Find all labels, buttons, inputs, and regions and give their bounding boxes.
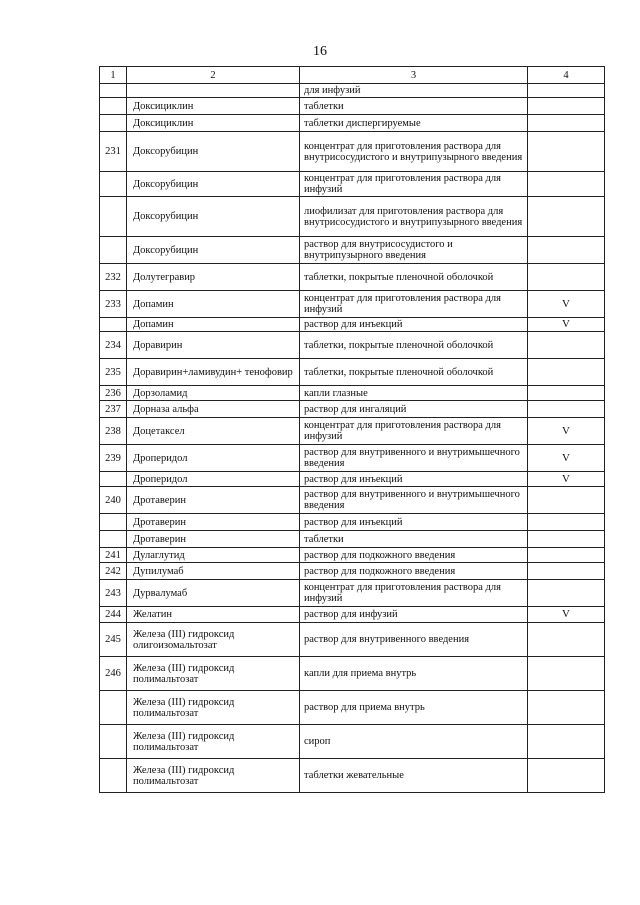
row-number-cell: 233 (100, 291, 127, 318)
column-header-2: 2 (127, 67, 300, 84)
dosage-form-cell: концентрат для приготовления раствора для инфузий (300, 418, 528, 445)
dosage-form-cell: таблетки диспергируемые (300, 115, 528, 132)
row-number-cell (100, 531, 127, 548)
table-row (100, 531, 605, 548)
row-number-cell: 231 (100, 132, 127, 172)
row-number-cell (100, 115, 127, 132)
table-row (100, 548, 605, 563)
dosage-form-cell: концентрат для приготовления раствора для инфузий (300, 580, 528, 607)
dosage-form-cell: раствор для внутрисосудистого и внутрипузырного введения (300, 237, 528, 264)
column-header-1: 1 (100, 67, 127, 84)
drug-name-cell: Доксорубицин (127, 132, 300, 172)
dosage-form-cell: раствор для инфузий (300, 607, 528, 623)
dosage-form-cell: концентрат для приготовления раствора для внутрисосудистого и внутрипузырного введения (300, 132, 528, 172)
drug-name-cell: Дротаверин (127, 514, 300, 531)
drug-table (99, 66, 605, 793)
vital-mark-cell (528, 531, 605, 548)
row-number-cell (100, 237, 127, 264)
vital-mark-cell (528, 759, 605, 793)
drug-name-cell: Желатин (127, 607, 300, 623)
drug-name-cell: Дулаглутид (127, 548, 300, 563)
vital-mark-cell (528, 657, 605, 691)
drug-name-cell: Доксорубицин (127, 237, 300, 264)
vital-mark-cell (528, 172, 605, 197)
drug-name-cell: Доксициклин (127, 115, 300, 132)
dosage-form-cell: раствор для внутривенного и внутримышечного введения (300, 487, 528, 514)
dosage-form-cell: раствор для инъекций (300, 318, 528, 332)
row-number-cell (100, 318, 127, 332)
vital-mark-cell (528, 401, 605, 418)
table-row (100, 401, 605, 418)
vital-mark-cell (528, 563, 605, 580)
dosage-form-cell: таблетки (300, 531, 528, 548)
row-number-cell (100, 98, 127, 115)
table-row (100, 487, 605, 514)
drug-name-cell: Доравирин (127, 332, 300, 359)
vital-mark-cell (528, 264, 605, 291)
row-number-cell (100, 514, 127, 531)
vital-mark-cell (528, 548, 605, 563)
table-row (100, 359, 605, 386)
drug-name-cell (127, 84, 300, 98)
table-header-row (100, 67, 605, 84)
table-row (100, 172, 605, 197)
table-row (100, 132, 605, 172)
vital-mark-cell (528, 132, 605, 172)
vital-mark-cell (528, 98, 605, 115)
table-row (100, 691, 605, 725)
vital-mark-cell (528, 332, 605, 359)
drug-name-cell: Железа (III) гидроксид олигоизомальтозат (127, 623, 300, 657)
vital-mark-cell (528, 84, 605, 98)
drug-name-cell: Доксорубицин (127, 172, 300, 197)
drug-name-cell: Дротаверин (127, 487, 300, 514)
vital-mark-cell (528, 115, 605, 132)
drug-name-cell: Дроперидол (127, 445, 300, 472)
table-body (100, 84, 605, 793)
vital-mark-cell (528, 691, 605, 725)
table-row (100, 115, 605, 132)
table-row (100, 725, 605, 759)
dosage-form-cell: раствор для инъекций (300, 514, 528, 531)
page-number: 16 (313, 44, 327, 59)
vital-mark-cell (528, 514, 605, 531)
dosage-form-cell: раствор для ингаляций (300, 401, 528, 418)
vital-mark-cell (528, 580, 605, 607)
dosage-form-cell: таблетки, покрытые пленочной оболочкой (300, 264, 528, 291)
table-row (100, 472, 605, 487)
row-number-cell (100, 725, 127, 759)
table-row (100, 237, 605, 264)
row-number-cell (100, 84, 127, 98)
table-row (100, 291, 605, 318)
dosage-form-cell: раствор для инъекций (300, 472, 528, 487)
drug-name-cell: Дроперидол (127, 472, 300, 487)
drug-name-cell: Дурвалумаб (127, 580, 300, 607)
drug-name-cell: Железа (III) гидроксид полимальтозат (127, 691, 300, 725)
dosage-form-cell: таблетки, покрытые пленочной оболочкой (300, 332, 528, 359)
table-row (100, 563, 605, 580)
dosage-form-cell: таблетки, покрытые пленочной оболочкой (300, 359, 528, 386)
drug-name-cell: Железа (III) гидроксид полимальтозат (127, 759, 300, 793)
dosage-form-cell: для инфузий (300, 84, 528, 98)
vital-mark-cell (528, 487, 605, 514)
table-row (100, 514, 605, 531)
drug-name-cell: Железа (III) гидроксид полимальтозат (127, 657, 300, 691)
table-row (100, 445, 605, 472)
table-row (100, 418, 605, 445)
drug-name-cell: Дротаверин (127, 531, 300, 548)
table-row (100, 623, 605, 657)
table-row (100, 607, 605, 623)
table-row (100, 98, 605, 115)
vital-mark-cell: V (528, 318, 605, 332)
vital-mark-cell: V (528, 291, 605, 318)
vital-mark-cell (528, 386, 605, 401)
dosage-form-cell: концентрат для приготовления раствора для инфузий (300, 172, 528, 197)
vital-mark-cell (528, 237, 605, 264)
row-number-cell: 241 (100, 548, 127, 563)
row-number-cell (100, 197, 127, 237)
row-number-cell: 243 (100, 580, 127, 607)
drug-name-cell: Дорзоламид (127, 386, 300, 401)
row-number-cell: 234 (100, 332, 127, 359)
dosage-form-cell: раствор для внутривенного и внутримышечного введения (300, 445, 528, 472)
row-number-cell: 238 (100, 418, 127, 445)
table-row (100, 759, 605, 793)
row-number-cell: 235 (100, 359, 127, 386)
dosage-form-cell: капли глазные (300, 386, 528, 401)
table-row (100, 318, 605, 332)
row-number-cell (100, 472, 127, 487)
vital-mark-cell: V (528, 607, 605, 623)
row-number-cell: 246 (100, 657, 127, 691)
table-row (100, 580, 605, 607)
vital-mark-cell (528, 725, 605, 759)
row-number-cell (100, 759, 127, 793)
drug-name-cell: Доксициклин (127, 98, 300, 115)
dosage-form-cell: капли для приема внутрь (300, 657, 528, 691)
dosage-form-cell: раствор для подкожного введения (300, 563, 528, 580)
row-number-cell: 237 (100, 401, 127, 418)
dosage-form-cell: раствор для подкожного введения (300, 548, 528, 563)
vital-mark-cell (528, 359, 605, 386)
vital-mark-cell: V (528, 418, 605, 445)
row-number-cell: 240 (100, 487, 127, 514)
dosage-form-cell: сироп (300, 725, 528, 759)
drug-name-cell: Доцетаксел (127, 418, 300, 445)
drug-name-cell: Дорназа альфа (127, 401, 300, 418)
row-number-cell: 245 (100, 623, 127, 657)
vital-mark-cell: V (528, 445, 605, 472)
row-number-cell: 232 (100, 264, 127, 291)
dosage-form-cell: раствор для приема внутрь (300, 691, 528, 725)
row-number-cell: 244 (100, 607, 127, 623)
drug-name-cell: Допамин (127, 318, 300, 332)
dosage-form-cell: таблетки (300, 98, 528, 115)
dosage-form-cell: раствор для внутривенного введения (300, 623, 528, 657)
table-row (100, 332, 605, 359)
vital-mark-cell (528, 623, 605, 657)
vital-mark-cell (528, 197, 605, 237)
dosage-form-cell: концентрат для приготовления раствора для инфузий (300, 291, 528, 318)
dosage-form-cell: лиофилизат для приготовления раствора для внутрисосудистого и внутрипузырного введения (300, 197, 528, 237)
drug-name-cell: Доксорубицин (127, 197, 300, 237)
column-header-4: 4 (528, 67, 605, 84)
table-row (100, 84, 605, 98)
column-header-3: 3 (300, 67, 528, 84)
drug-name-cell: Железа (III) гидроксид полимальтозат (127, 725, 300, 759)
table-row (100, 197, 605, 237)
table-row (100, 386, 605, 401)
vital-mark-cell: V (528, 472, 605, 487)
drug-name-cell: Дупилумаб (127, 563, 300, 580)
row-number-cell: 242 (100, 563, 127, 580)
table-row (100, 264, 605, 291)
drug-name-cell: Долутегравир (127, 264, 300, 291)
table-row (100, 657, 605, 691)
row-number-cell: 239 (100, 445, 127, 472)
dosage-form-cell: таблетки жевательные (300, 759, 528, 793)
drug-name-cell: Допамин (127, 291, 300, 318)
row-number-cell (100, 691, 127, 725)
drug-name-cell: Доравирин+ламивудин+ тенофовир (127, 359, 300, 386)
row-number-cell (100, 172, 127, 197)
row-number-cell: 236 (100, 386, 127, 401)
